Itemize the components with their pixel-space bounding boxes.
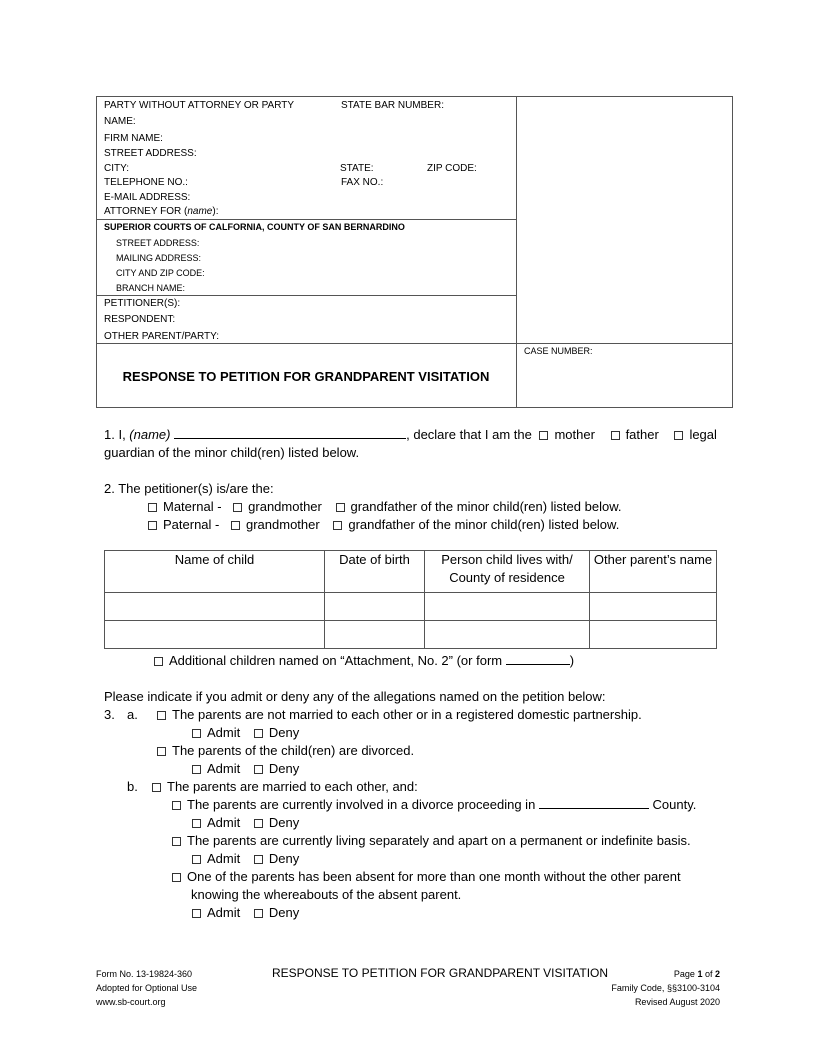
- petitioners-label: PETITIONER(S):: [104, 298, 181, 309]
- allegation-a2: The parents of the child(ren) are divorced.: [157, 742, 414, 760]
- b-checkbox[interactable]: [152, 783, 161, 792]
- b3-admit-checkbox[interactable]: [192, 909, 201, 918]
- respondent-label: RESPONDENT:: [104, 314, 176, 325]
- table-row: [105, 593, 717, 621]
- city-label: CITY:: [104, 163, 130, 174]
- state-label: STATE:: [340, 163, 374, 174]
- caption-divider: [516, 96, 517, 408]
- allegation-b3: One of the parents has been absent for more than one month without the other parent: [172, 868, 681, 886]
- allegation-a1: The parents are not married to each other or in a registered domestic partnership.: [157, 706, 642, 724]
- table-header-row: [105, 551, 717, 593]
- phone-label: TELEPHONE NO.:: [104, 177, 188, 188]
- street-label: STREET ADDRESS:: [104, 148, 197, 159]
- additional-children-checkbox[interactable]: [154, 657, 163, 666]
- b2-checkbox[interactable]: [172, 837, 181, 846]
- maternal-row: Maternal - grandmother grandfather of the minor child(ren) listed below.: [148, 498, 621, 516]
- footer-family-code: Family Code, §§3100-3104: [611, 983, 720, 993]
- state-bar-label: STATE BAR NUMBER:: [341, 100, 444, 111]
- legal-guardian-checkbox[interactable]: [674, 431, 683, 440]
- maternal-grandmother-checkbox[interactable]: [233, 503, 242, 512]
- additional-children-row: Additional children named on “Attachment, No. 2” (or form ): [154, 652, 574, 670]
- a1-admit-checkbox[interactable]: [192, 729, 201, 738]
- header-name-of-child: Name of child: [105, 551, 325, 593]
- a2-admit-deny: Admit Deny: [192, 760, 299, 778]
- court-name: SUPERIOR COURTS OF CALFORNIA, COUNTY OF SAN BERNARDINO: [104, 222, 405, 232]
- b1-admit-deny: Admit Deny: [192, 814, 299, 832]
- a2-admit-checkbox[interactable]: [192, 765, 201, 774]
- court-street-label: STREET ADDRESS:: [116, 238, 200, 248]
- mother-checkbox[interactable]: [539, 431, 548, 440]
- maternal-grandfather-checkbox[interactable]: [336, 503, 345, 512]
- b2-admit-checkbox[interactable]: [192, 855, 201, 864]
- allegations-intro: Please indicate if you admit or deny any of the allegations named on the petition below:: [104, 689, 606, 704]
- paternal-grandmother-checkbox[interactable]: [231, 521, 240, 530]
- children-table: [104, 550, 717, 649]
- allegation-b1: The parents are currently involved in a divorce proceeding in County.: [172, 796, 696, 814]
- name-label: NAME:: [104, 116, 136, 127]
- footer-website: www.sb-court.org: [96, 997, 166, 1007]
- a2-checkbox[interactable]: [157, 747, 166, 756]
- table-row: [105, 621, 717, 649]
- b1-admit-checkbox[interactable]: [192, 819, 201, 828]
- item3-number: 3.: [104, 707, 115, 722]
- a1-checkbox[interactable]: [157, 711, 166, 720]
- divorce-county-field[interactable]: [539, 796, 649, 809]
- attorney-label: ATTORNEY FOR (name):: [104, 206, 219, 217]
- item1-line1: 1. I, (name) , declare that I am the mother father legal: [104, 427, 717, 442]
- paternal-row: Paternal - grandmother grandfather of the minor child(ren) listed below.: [148, 516, 619, 534]
- footer-page: Page 1 of 2: [673, 969, 720, 979]
- email-label: E-MAIL ADDRESS:: [104, 192, 191, 203]
- b3-deny-checkbox[interactable]: [254, 909, 263, 918]
- b2-deny-checkbox[interactable]: [254, 855, 263, 864]
- court-branch-label: BRANCH NAME:: [116, 283, 186, 293]
- footer-form-no: Form No. 13-19824-360: [96, 969, 193, 979]
- zip-label: ZIP CODE:: [427, 163, 477, 174]
- item2-intro: 2. The petitioner(s) is/are the:: [104, 481, 274, 496]
- a1-deny-checkbox[interactable]: [254, 729, 263, 738]
- firm-label: FIRM NAME:: [104, 133, 163, 144]
- court-mailing-label: MAILING ADDRESS:: [116, 253, 202, 263]
- table-cell[interactable]: [590, 593, 717, 621]
- item3a-letter: a.: [127, 707, 138, 722]
- b3-checkbox[interactable]: [172, 873, 181, 882]
- father-checkbox[interactable]: [611, 431, 620, 440]
- header-date-of-birth: Date of birth: [325, 551, 425, 593]
- a1-admit-deny: Admit Deny: [192, 724, 299, 742]
- a2-deny-checkbox[interactable]: [254, 765, 263, 774]
- footer-revised: Revised August 2020: [634, 997, 720, 1007]
- b1-deny-checkbox[interactable]: [254, 819, 263, 828]
- table-cell[interactable]: [105, 621, 325, 649]
- item3b-letter: b.: [127, 779, 138, 794]
- table-cell[interactable]: [425, 621, 590, 649]
- item1-line2: guardian of the minor child(ren) listed below.: [104, 445, 360, 460]
- fax-label: FAX NO.:: [341, 177, 384, 188]
- allegation-b3-line2: knowing the whereabouts of the absent parent.: [191, 887, 462, 902]
- paternal-checkbox[interactable]: [148, 521, 157, 530]
- form-title: RESPONSE TO PETITION FOR GRANDPARENT VISITATION: [122, 369, 490, 384]
- allegation-b: The parents are married to each other, and:: [152, 778, 418, 796]
- b2-admit-deny: Admit Deny: [192, 850, 299, 868]
- footer-title: RESPONSE TO PETITION FOR GRANDPARENT VISITATION: [272, 966, 609, 980]
- table-cell[interactable]: [105, 593, 325, 621]
- b3-admit-deny: Admit Deny: [192, 904, 299, 922]
- court-cityzip-label: CITY AND ZIP CODE:: [116, 268, 205, 278]
- case-number-label: CASE NUMBER:: [524, 346, 593, 356]
- b1-checkbox[interactable]: [172, 801, 181, 810]
- table-cell[interactable]: [590, 621, 717, 649]
- header-person-lives-with: Person child lives with/ County of residence: [425, 551, 590, 593]
- table-cell[interactable]: [325, 593, 425, 621]
- footer-adopted: Adopted for Optional Use: [96, 983, 198, 993]
- other-parent-label: OTHER PARENT/PARTY:: [104, 331, 220, 342]
- table-cell[interactable]: [325, 621, 425, 649]
- table-cell[interactable]: [425, 593, 590, 621]
- paternal-grandfather-checkbox[interactable]: [333, 521, 342, 530]
- party-label: PARTY WITHOUT ATTORNEY OR PARTY: [104, 100, 295, 111]
- allegation-b2: The parents are currently living separately and apart on a permanent or indefinite basis.: [172, 832, 691, 850]
- maternal-checkbox[interactable]: [148, 503, 157, 512]
- form-number-field[interactable]: [506, 652, 570, 665]
- header-other-parent: Other parent’s name: [590, 551, 717, 593]
- declarant-name-field[interactable]: [174, 426, 406, 439]
